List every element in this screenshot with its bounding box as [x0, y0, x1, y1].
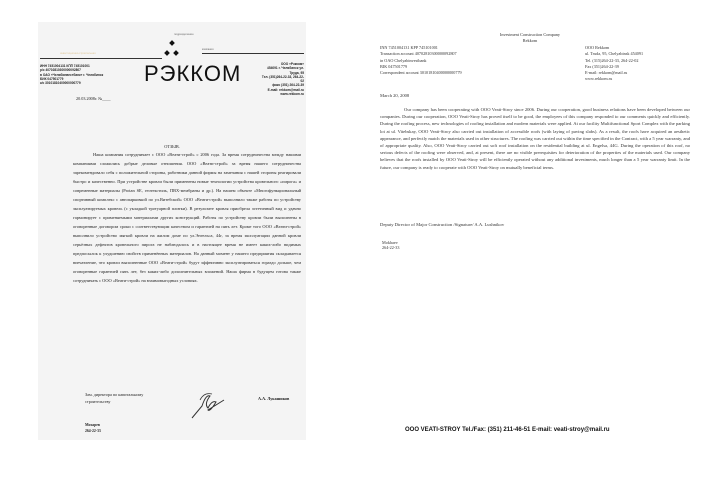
english-translation-letter: [380, 30, 710, 460]
executor-phone: 264-22-33: [382, 245, 400, 251]
company-name: Rekkom: [522, 37, 538, 43]
requisite-line: Тел. (351)264-22-33, 264-22-02: [261, 74, 304, 84]
letterhead-top-caption: подразделение: [174, 33, 194, 36]
requisite-line: in OAO Chelyabinvestbank: [380, 57, 427, 63]
requisite-line: www.rekkom.ru: [280, 92, 304, 97]
signatory-name: А.А. Лукашиков: [258, 396, 290, 401]
letter-body: [73, 150, 301, 285]
requisite-line: факс (351) 264-22-39: [272, 83, 304, 88]
requisites-right: [260, 62, 304, 96]
requisite-line: ООО «Рэкком»: [280, 62, 304, 66]
requisite-line: INN 7451004131 KPP 745101001: [380, 45, 438, 50]
contact-footer: OOO VEATI-STROY Tel./Fax: (351) 211-46-51 E-mail: veati-stroy@mail.ru: [405, 427, 610, 433]
letterhead-rule: [40, 58, 162, 59]
logo-diamond-icon: [164, 50, 170, 56]
logo-diamond-icon: [173, 50, 179, 56]
company-logo: РЭККОМ: [144, 61, 242, 86]
company-heading: [380, 32, 680, 43]
russian-letter-scan: [38, 22, 306, 440]
body-paragraph: Our company has been cooperating with OOO Veati-Stroy since 2006. During our cooperation, good business relations have been developed between our companies. During our cooperation, OOO Veati-Stroy has proved itself to be good, the employees of this company responded to our comments quickly and efficiently. During the roofing process, new technologies of roofing installation and modern materials were applied. At our facility Multifunctional Sport Complex with the parking lot at ul. Vitebskay, OOO Veati-Stroy also carried out installation of accessible roofs (with laying of paving slabs). As a result, the roofs have acquired an aesthetic appearance, and perfectly match the materials used in other structures. The roofing was carried out within the time specified in the Contract, with a 5 year warranty, and of appropriate quality. Also, OOO Veati-Stroy carried out soft roof installation on the residential building at ul. Engelsa, 44G. During the operation of this roof, no serious defects of the roofing were observed, and, at present, there are no visible prerequisites for deterioration of the properties of the materials used. Our company believes that the roofs installed by OOO Veati-Stroy will be efficiently operated without any additional investments, much longer than a 5 year warranty limit. In the future, our company is ready to cooperate with OOO Veati-Stroy on mutually beneficial terms.: [380, 107, 690, 170]
body-paragraph: Наша компания сотрудничает с ООО «Веати-строй» с 2006 года. За время сотрудничества между нашими компаниями сложились добрые деловые отношения. ООО «Веати-строй» за время нашего сотрудничества зарекомендовало себя с положительной стороны, работники данной фирмы на замечания с нашей стороны реагировали быстро и качественно. При устройстве кровли были применены новые технологии устройства кровельного «пирога» и современные материалы (Protan SE, геотекстиль, ПВХ-мембраны и др.). На нашем объекте «Многофункциональный спортивный комплекс с автопарковкой по ул.Витебской» ООО «Веати-строй» выполнило также работы по устройству эксплуатируемых кровель (с укладкой тротуарной плитки). В результате кровля приобрела эстетичный вид и удачно гармонирует с применяемыми материалами других конструкций. Работы по устройству кровли были выполнены в оговоренные договором сроки с соответствующим качеством и гарантией на пять лет. Кроме того ООО «Веати-строй» выполнило устройство мягкой кровли на жилом доме по ул.Энгельса, 44г, за время эксплуатации данной кровли серьёзных дефектов кровельного пирога не наблюдалось и в настоящее время не имеет каких-либо видимых предпосылок к ухудшению свойств применённых материалов. На данный момент у нашего предприятия складывается впечатление, что кровли выполненные ООО «Веати-строй» будут эффективно эксплуатироваться гораздо дольше, чем оговоренные гарантией пять лет, без каких-либо дополнительных вложений. Наша фирма в будущем готова также сотрудничать с ООО «Веати-строй» на взаимовыгодных условиях.: [73, 152, 301, 283]
letter-date: March 20, 2008: [380, 93, 410, 98]
letterhead-right-caption: компания: [202, 48, 214, 51]
requisite-line: ИНН 7451004131 КПП 745101001: [40, 64, 90, 68]
requisite-line: Fax (351)264-22-39: [585, 63, 619, 69]
executor-block: [85, 423, 101, 434]
requisites-left: [380, 45, 550, 76]
requisite-line: БИК 047501779: [40, 76, 64, 81]
executor-phone: 264-22-33: [85, 428, 101, 433]
requisite-line: ul. Truda, 95, Chelyabinsk 454091: [585, 51, 644, 57]
executor-block: [382, 240, 399, 250]
requisite-line: Tel. (315)264-22-33, 264-22-02: [585, 57, 639, 63]
letter-title: ОТЗЫВ.: [164, 144, 180, 149]
requisite-line: E-mail: rekkom@mail.ru: [585, 70, 628, 76]
letterhead-left-caption: инвестиционно-строительная: [60, 52, 96, 55]
requisite-line: E-mail: rekkom@mail.ru: [267, 87, 304, 92]
executor-name: Мохарев: [85, 423, 100, 427]
requisite-line: Correspondent account 30101810400000000779: [380, 70, 462, 76]
requisite-line: р/с 40702810300000092807: [40, 68, 81, 73]
letter-date: 20.03.2008г. №____: [76, 96, 111, 101]
requisite-line: к/с 30101810400000000779: [40, 81, 81, 86]
requisite-line: Transaction account 40702810300000092807: [380, 51, 457, 57]
requisite-line: 454091 г. Челябинск ул. Труда, 95: [267, 66, 304, 75]
requisite-line: BIK 047501779: [380, 63, 408, 69]
signatory-title: Зам. директора по капитальному строительству: [85, 392, 144, 404]
requisites-right: [585, 45, 695, 83]
logo-diamond-icon: [169, 40, 175, 46]
requisite-line: OOO Rekkom: [585, 45, 610, 50]
requisite-line: в ОАО «Челябинвестбанк» г. Челябинск: [40, 72, 104, 77]
signature-line: Deputy Director of Major Construction /Signature/ A.A. Lushnikov: [380, 222, 505, 227]
requisite-line: www.rekkom.ru: [585, 76, 613, 82]
requisites-left: [40, 64, 130, 85]
handwritten-signature: [188, 386, 228, 422]
executor-name: Mokhaev: [382, 240, 398, 245]
company-line: Investment Construction Company: [499, 32, 561, 37]
letterhead-rule: [202, 53, 304, 54]
letter-body: [380, 106, 690, 171]
